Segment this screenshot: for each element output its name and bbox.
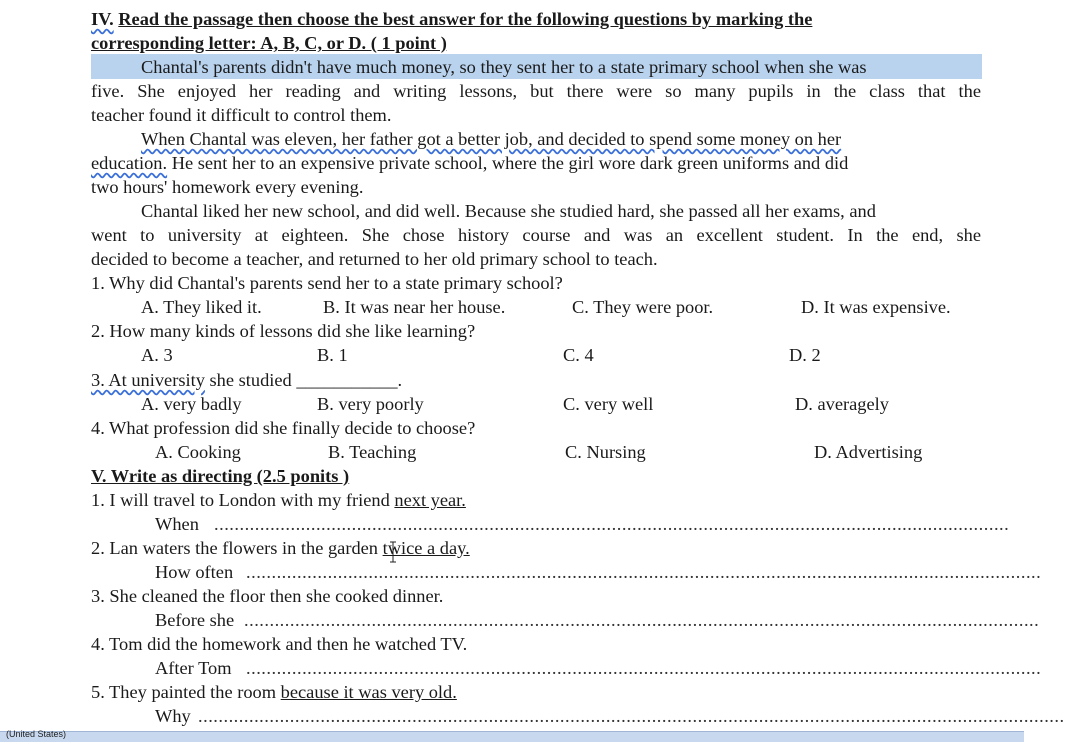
question-text[interactable]: 4. What profession did she finally decide to choose? bbox=[91, 418, 476, 438]
answer-prompt[interactable]: How often bbox=[155, 562, 234, 582]
option-b[interactable]: B. It was near her house. bbox=[323, 297, 506, 317]
section4-heading-continuation: corresponding letter: A, B, C, or D. ( 1 point ) bbox=[91, 33, 447, 53]
section4-heading-text: Read the passage then choose the best answer for the following questions by marking the bbox=[118, 9, 813, 29]
item-stem[interactable]: 1. I will travel to London with my friend bbox=[91, 490, 395, 510]
answer-dotted-line[interactable]: .......................................................................................................................................................................... bbox=[198, 706, 1065, 726]
status-bar bbox=[0, 731, 1024, 742]
question-text[interactable]: she studied bbox=[204, 370, 297, 390]
paragraph1-text[interactable]: five. She enjoyed her reading and writing lessons, but there were so many pupils in the class that the bbox=[91, 81, 981, 101]
section4-number: IV. bbox=[91, 9, 114, 29]
option-d[interactable]: D. averagely bbox=[795, 394, 889, 414]
answer-prompt[interactable]: Before she bbox=[155, 610, 235, 630]
question-text[interactable]: 2. How many kinds of lessons did she like learning? bbox=[91, 321, 476, 341]
item-stem[interactable]: 3. She cleaned the floor then she cooked dinner. bbox=[91, 586, 444, 606]
paragraph3-text[interactable]: went to university at eighteen. She chose history course and was an excellent student. In the end, she bbox=[91, 225, 981, 245]
item-underlined-part[interactable]: because it was very old. bbox=[280, 682, 457, 702]
paragraph2-text[interactable]: two hours' homework every evening. bbox=[91, 177, 364, 197]
item-stem[interactable]: 2. Lan waters the flowers in the garden bbox=[91, 538, 383, 558]
option-b[interactable]: B. 1 bbox=[317, 345, 348, 365]
option-d[interactable]: D. It was expensive. bbox=[801, 297, 951, 317]
status-bar-language[interactable]: (United States) bbox=[6, 729, 67, 739]
answer-dotted-line[interactable]: ............................................................................................................................................................ bbox=[246, 658, 1042, 678]
question-text[interactable]: 1. Why did Chantal's parents send her to a state primary school? bbox=[91, 273, 563, 293]
answer-dotted-line[interactable]: ............................................................................................................................................................ bbox=[214, 514, 1010, 534]
paragraph3-text[interactable]: decided to become a teacher, and returned to her old primary school to teach. bbox=[91, 249, 658, 269]
answer-dotted-line[interactable]: ............................................................................................................................................................ bbox=[244, 610, 1040, 630]
option-a[interactable]: A. 3 bbox=[141, 345, 173, 365]
paragraph1-text[interactable]: Chantal's parents didn't have much money, so they sent her to a state primary school when she was bbox=[141, 57, 867, 77]
item-stem[interactable]: 5. They painted the room bbox=[91, 682, 281, 702]
option-a[interactable]: A. They liked it. bbox=[141, 297, 262, 317]
option-c[interactable]: C. very well bbox=[563, 394, 654, 414]
paragraph3-text[interactable]: Chantal liked her new school, and did well. Because she studied hard, she passed all her exams, and bbox=[141, 201, 876, 221]
option-b[interactable]: B. very poorly bbox=[317, 394, 424, 414]
section5-heading: V. Write as directing (2.5 ponits ) bbox=[91, 466, 350, 486]
answer-prompt[interactable]: When bbox=[155, 514, 199, 534]
option-a[interactable]: A. very badly bbox=[141, 394, 242, 414]
item-stem[interactable]: 4. Tom did the homework and then he watched TV. bbox=[91, 634, 468, 654]
item-underlined-part[interactable]: twice a day. bbox=[382, 538, 470, 558]
paragraph2-text[interactable]: He sent her to an expensive private school, where the girl wore dark green uniforms and did bbox=[167, 153, 849, 173]
option-d[interactable]: D. 2 bbox=[789, 345, 821, 365]
answer-dotted-line[interactable]: ............................................................................................................................................................ bbox=[246, 562, 1042, 582]
paragraph2-text[interactable]: When Chantal was eleven, her father got a better job, and decided to spend some money on her bbox=[141, 129, 842, 149]
paragraph2-text[interactable]: education. bbox=[91, 153, 168, 173]
question-text[interactable]: 3. At university bbox=[91, 370, 205, 390]
item-underlined-part[interactable]: next year. bbox=[394, 490, 466, 510]
answer-blank[interactable]: ___________. bbox=[296, 370, 403, 390]
answer-prompt[interactable]: After Tom bbox=[155, 658, 232, 678]
paragraph1-text[interactable]: teacher found it difficult to control them. bbox=[91, 105, 392, 125]
option-b[interactable]: B. Teaching bbox=[328, 442, 417, 462]
option-c[interactable]: C. They were poor. bbox=[572, 297, 714, 317]
option-d[interactable]: D. Advertising bbox=[814, 442, 923, 462]
option-c[interactable]: C. Nursing bbox=[565, 442, 646, 462]
answer-prompt[interactable]: Why bbox=[155, 706, 191, 726]
option-a[interactable]: A. Cooking bbox=[155, 442, 241, 462]
option-c[interactable]: C. 4 bbox=[563, 345, 594, 365]
